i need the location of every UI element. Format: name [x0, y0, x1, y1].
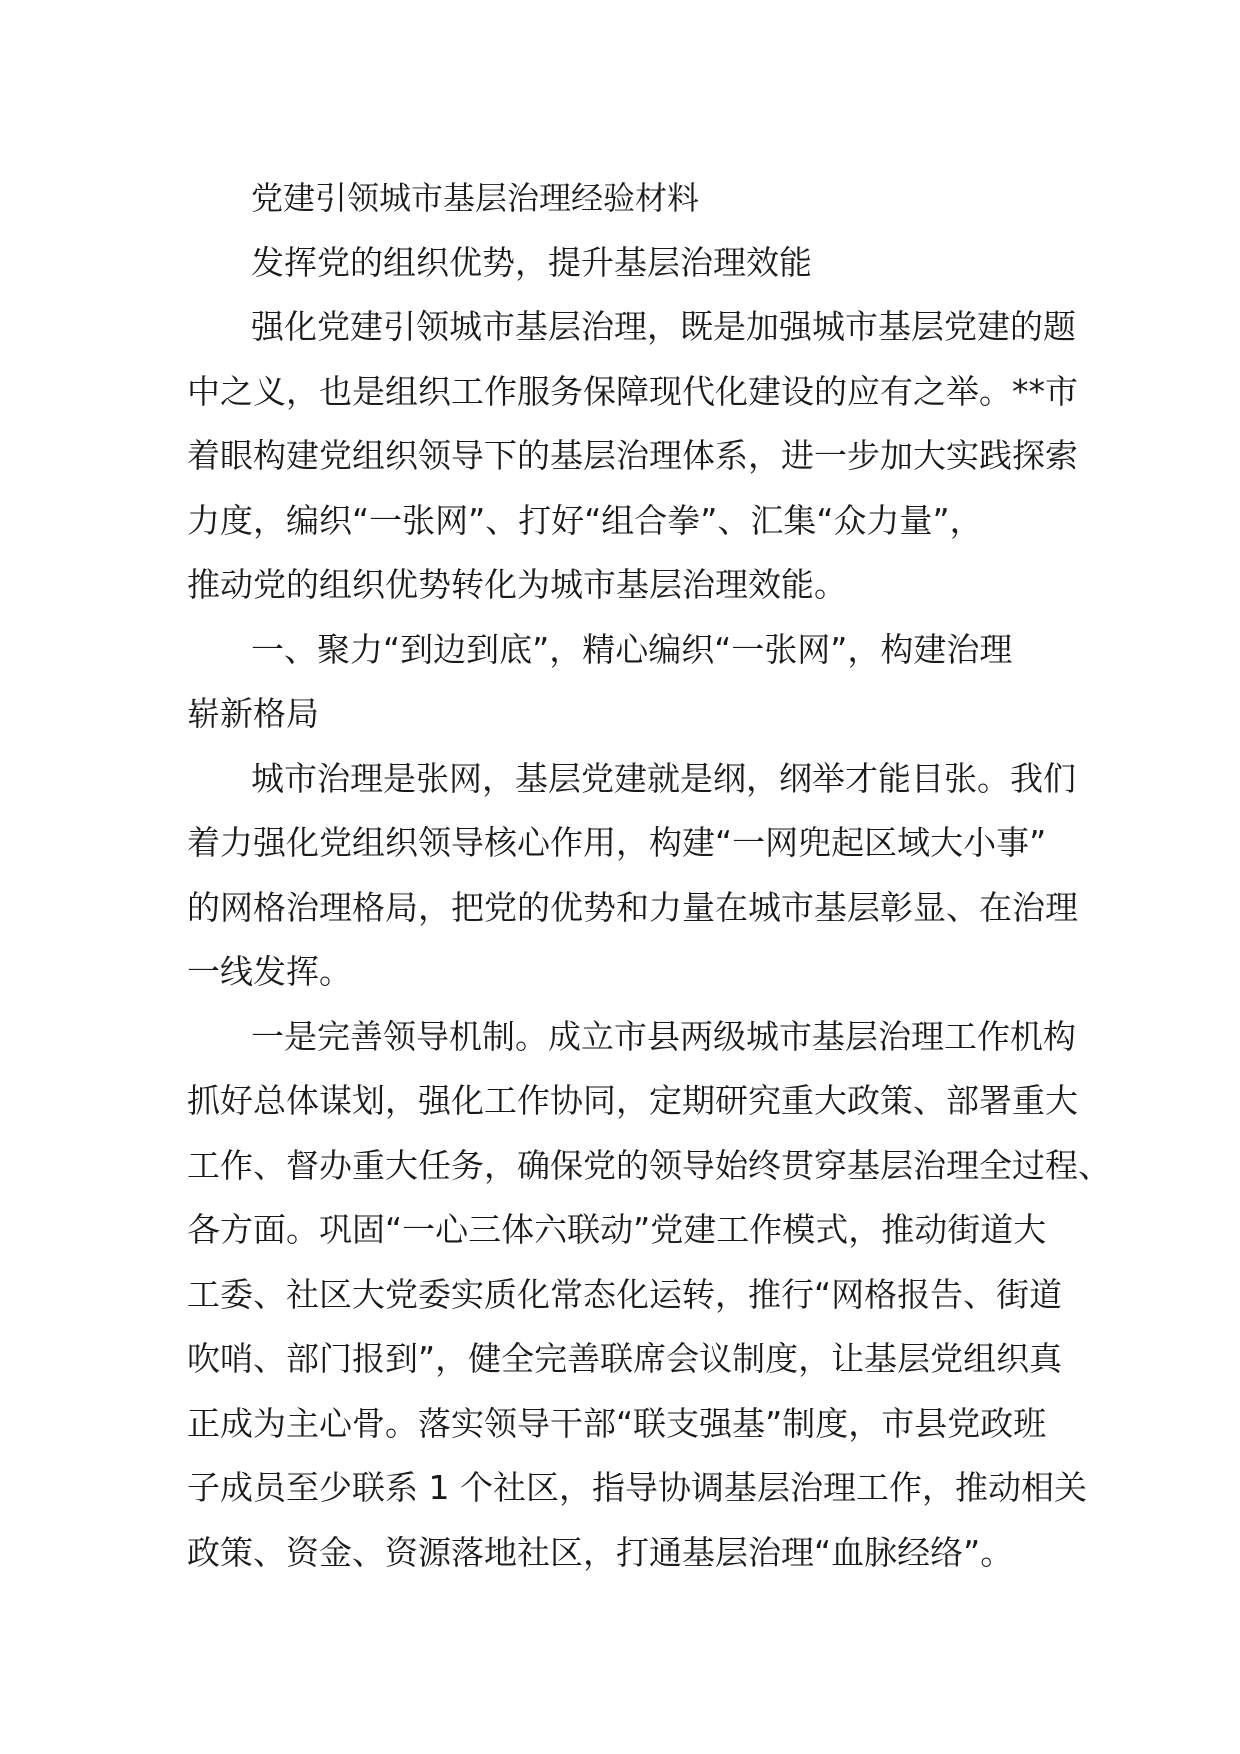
paragraph-leadership-line-2: 抓好总体谋划，强化工作协同，定期研究重大政策、部署重大 — [187, 1081, 1078, 1120]
paragraph-leadership-line-8: 子成员至少联系 1 个社区，指导协调基层治理工作，推动相关 — [187, 1468, 1087, 1507]
paragraph-grid-line-3: 的网格治理格局，把党的优势和力量在城市基层彰显、在治理 — [187, 887, 1078, 927]
paragraph-grid-line-2: 着力强化党组织领导核心作用，构建“一网兜起区域大小事” — [187, 823, 1047, 862]
paragraph-leadership-line-6: 吹哨、部门报到”，健全完善联席会议制度，让基层党组织真 — [187, 1339, 1063, 1378]
paragraph-leadership-line-1: 一是完善领导机制。成立市县两级城市基层治理工作机构 — [251, 1016, 1076, 1056]
section-heading-line-2: 崭新格局 — [187, 694, 319, 733]
document-title: 党建引领城市基层治理经验材料 — [251, 179, 700, 217]
paragraph-leadership-line-3: 工作、督办重大任务，确保党的领导始终贯穿基层治理全过程、 — [187, 1145, 1111, 1185]
paragraph-intro-line-2: 中之义，也是组织工作服务保障现代化建设的应有之举。**市 — [187, 371, 1078, 411]
section-heading-line-1: 一、聚力“到边到底”，精心编织“一张网”，构建治理 — [251, 629, 1013, 669]
paragraph-leadership-line-5: 工委、社区大党委实质化常态化运转，推行“网格报告、街道 — [187, 1274, 1063, 1314]
paragraph-intro-line-1: 强化党建引领城市基层治理，既是加强城市基层党建的题 — [251, 307, 1076, 346]
paragraph-leadership-line-7: 正成为主心骨。落实领导干部“联支强基”制度，市县党政班 — [187, 1403, 1047, 1443]
document-body — [187, 166, 1111, 1585]
document-subtitle: 发挥党的组织优势，提升基层治理效能 — [251, 242, 812, 282]
paragraph-intro-line-4: 力度，编织“一张网”、打好“组合拳”、汇集“众力量”， — [187, 500, 983, 540]
paragraph-grid-line-4: 一线发挥。 — [187, 952, 352, 991]
paragraph-leadership-line-4: 各方面。巩固“一心三体六联动”党建工作模式，推动街道大 — [187, 1210, 1047, 1249]
paragraph-leadership-line-9: 政策、资金、资源落地社区，打通基层治理“血脉经络”。 — [187, 1532, 1014, 1572]
paragraph-grid-line-1: 城市治理是张网，基层党建就是纲，纲举才能目张。我们 — [251, 758, 1076, 798]
paragraph-intro-line-5: 推动党的组织优势转化为城市基层治理效能。 — [187, 565, 847, 604]
paragraph-intro-line-3: 着眼构建党组织领导下的基层治理体系，进一步加大实践探索 — [187, 436, 1078, 475]
